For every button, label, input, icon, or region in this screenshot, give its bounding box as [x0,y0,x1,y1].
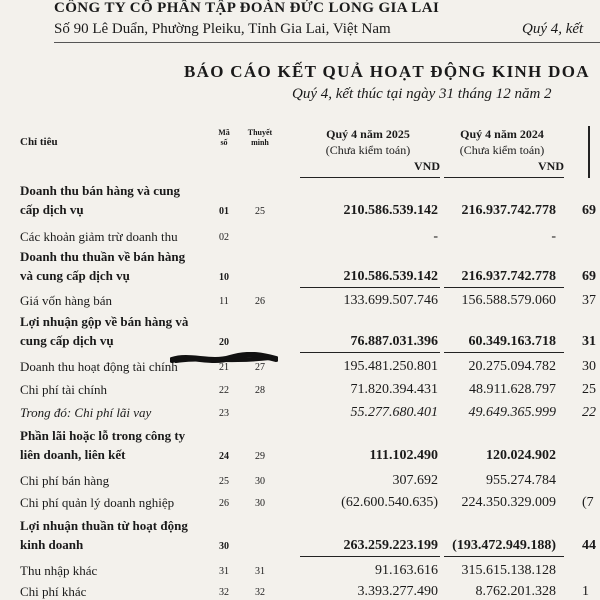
row-code: 02 [219,232,229,243]
row-code: 11 [219,296,229,307]
row-value-current: 111.102.490 [369,448,438,463]
col-extra-edge [588,126,590,178]
row-value-current: - [433,229,438,244]
row-value-previous: 216.937.742.778 [461,269,556,284]
company-name: CÔNG TY CỔ PHẦN TẬP ĐOÀN ĐỨC LONG GIA LAI [54,0,440,16]
row-code: 24 [219,451,229,462]
row-value-extra: 44 [582,538,596,553]
row-value-previous: 224.350.329.009 [461,495,556,510]
row-label-cont: cung cấp dịch vụ [20,333,114,348]
row-value-current: 210.586.539.142 [343,269,438,284]
col-item-header: Chỉ tiêu [20,136,58,148]
row-label: Lợi nhuận thuần từ hoạt động [20,518,188,533]
row-value-extra: 69 [582,203,596,218]
col-code-header-line2: số [220,138,228,147]
row-value-extra: 31 [582,334,596,349]
row-code: 21 [219,362,229,373]
row-note: 29 [255,451,265,462]
row-value-extra: (7 [582,495,594,510]
row-note: 31 [255,566,265,577]
row-value-current: 76.887.031.396 [350,334,438,349]
report-title: BÁO CÁO KẾT QUẢ HOẠT ĐỘNG KINH DOA [184,62,590,81]
row-value-previous: 49.649.365.999 [468,405,556,420]
report-subtitle: Quý 4, kết thúc tại ngày 31 tháng 12 năm 2 [292,86,552,102]
col-note-header-line1: Thuyết [247,128,273,137]
row-underline-previous [444,287,564,288]
row-value-previous: (193.472.949.188) [452,538,556,553]
row-label: Giá vốn hàng bán [20,293,113,308]
row-value-previous: 216.937.742.778 [461,203,556,218]
row-value-previous: 120.024.902 [486,448,556,463]
row-label: Chi phí bán hàng [20,473,110,488]
col-previous-rule [444,177,564,178]
row-value-previous: 60.349.163.718 [468,334,556,349]
row-code: 23 [219,408,229,419]
col-note-header [241,128,279,148]
row-value-current: 71.820.394.431 [350,382,438,397]
col-current-header [296,126,440,174]
row-underline-previous [444,352,564,353]
row-value-extra: 37 [582,293,596,308]
row-label: Lợi nhuận gộp về bán hàng và [20,314,189,329]
row-code: 20 [219,337,229,348]
col-previous-title: Quý 4 năm 2024 [460,127,544,141]
row-label: Phần lãi hoặc lỗ trong công ty [20,428,186,443]
row-label-cont: kinh doanh [20,537,84,552]
col-previous-audit: (Chưa kiểm toán) [459,143,545,157]
row-label-cont: và cung cấp dịch vụ [20,268,130,283]
row-underline-current [300,556,440,557]
row-value-extra: 25 [582,382,596,397]
row-value-current: 3.393.277.490 [357,584,438,599]
col-code-header [212,128,236,148]
row-label: Chi phí tài chính [20,382,108,397]
col-note-header-line2: minh [251,138,269,147]
row-value-current: 195.481.250.801 [343,359,438,374]
row-label: Chi phí khác [20,584,87,599]
row-value-previous: 315.615.138.128 [461,563,556,578]
row-value-current: 55.277.680.401 [350,405,438,420]
col-previous-header [440,126,564,174]
row-label-cont: cấp dịch vụ [20,202,84,217]
row-code: 31 [219,566,229,577]
redaction-scribble [170,352,278,366]
row-value-previous: - [551,229,556,244]
row-code: 01 [219,206,229,217]
row-note: 30 [255,476,265,487]
row-underline-previous [444,556,564,557]
row-label: Trong đó: Chi phí lãi vay [20,405,152,420]
row-value-previous: 48.911.628.797 [469,382,556,397]
row-note: 28 [255,385,265,396]
row-code: 26 [219,498,229,509]
row-code: 22 [219,385,229,396]
row-value-current: 210.586.539.142 [343,203,438,218]
row-code: 32 [219,587,229,598]
company-address: Số 90 Lê Duẩn, Phường Pleiku, Tỉnh Gia Lai, Việt Nam [54,21,391,37]
col-current-title: Quý 4 năm 2025 [326,127,410,141]
col-current-rule [300,177,440,178]
row-label: Doanh thu bán hàng và cung [20,183,181,198]
row-note: 25 [255,206,265,217]
row-label-cont: liên doanh, liên kết [20,447,126,462]
row-value-extra: 1 [582,584,589,599]
col-previous-currency: VND [538,159,564,173]
col-code-header-line1: Mã [218,128,230,137]
row-value-extra: 22 [582,405,596,420]
row-value-current: 307.692 [392,473,438,488]
row-code: 30 [219,541,229,552]
row-label: Doanh thu thuần về bán hàng [20,249,186,264]
row-value-previous: 8.762.201.328 [475,584,556,599]
row-label: Thu nhập khác [20,563,98,578]
row-value-previous: 156.588.579.060 [461,293,556,308]
row-code: 10 [219,272,229,283]
row-value-current: (62.600.540.635) [341,495,438,510]
row-value-previous: 955.274.784 [486,473,556,488]
row-value-current: 133.699.507.746 [343,293,438,308]
row-value-current: 91.163.616 [375,563,438,578]
row-note: 27 [255,362,265,373]
row-code: 25 [219,476,229,487]
row-note: 26 [255,296,265,307]
col-current-audit: (Chưa kiểm toán) [325,143,411,157]
row-value-extra: 69 [582,269,596,284]
row-value-previous: 20.275.094.782 [468,359,556,374]
col-current-currency: VND [414,159,440,173]
row-note: 32 [255,587,265,598]
row-underline-current [300,287,440,288]
row-underline-current [300,352,440,353]
row-value-extra: 30 [582,359,596,374]
row-value-current: 263.259.223.199 [343,538,438,553]
period-header: Quý 4, kết [522,21,584,37]
row-note: 30 [255,498,265,509]
row-label: Chi phí quản lý doanh nghiệp [20,495,175,510]
row-label: Các khoản giảm trừ doanh thu [20,229,178,244]
row-label: Doanh thu hoạt động tài chính [20,359,178,374]
header-rule [54,42,600,43]
